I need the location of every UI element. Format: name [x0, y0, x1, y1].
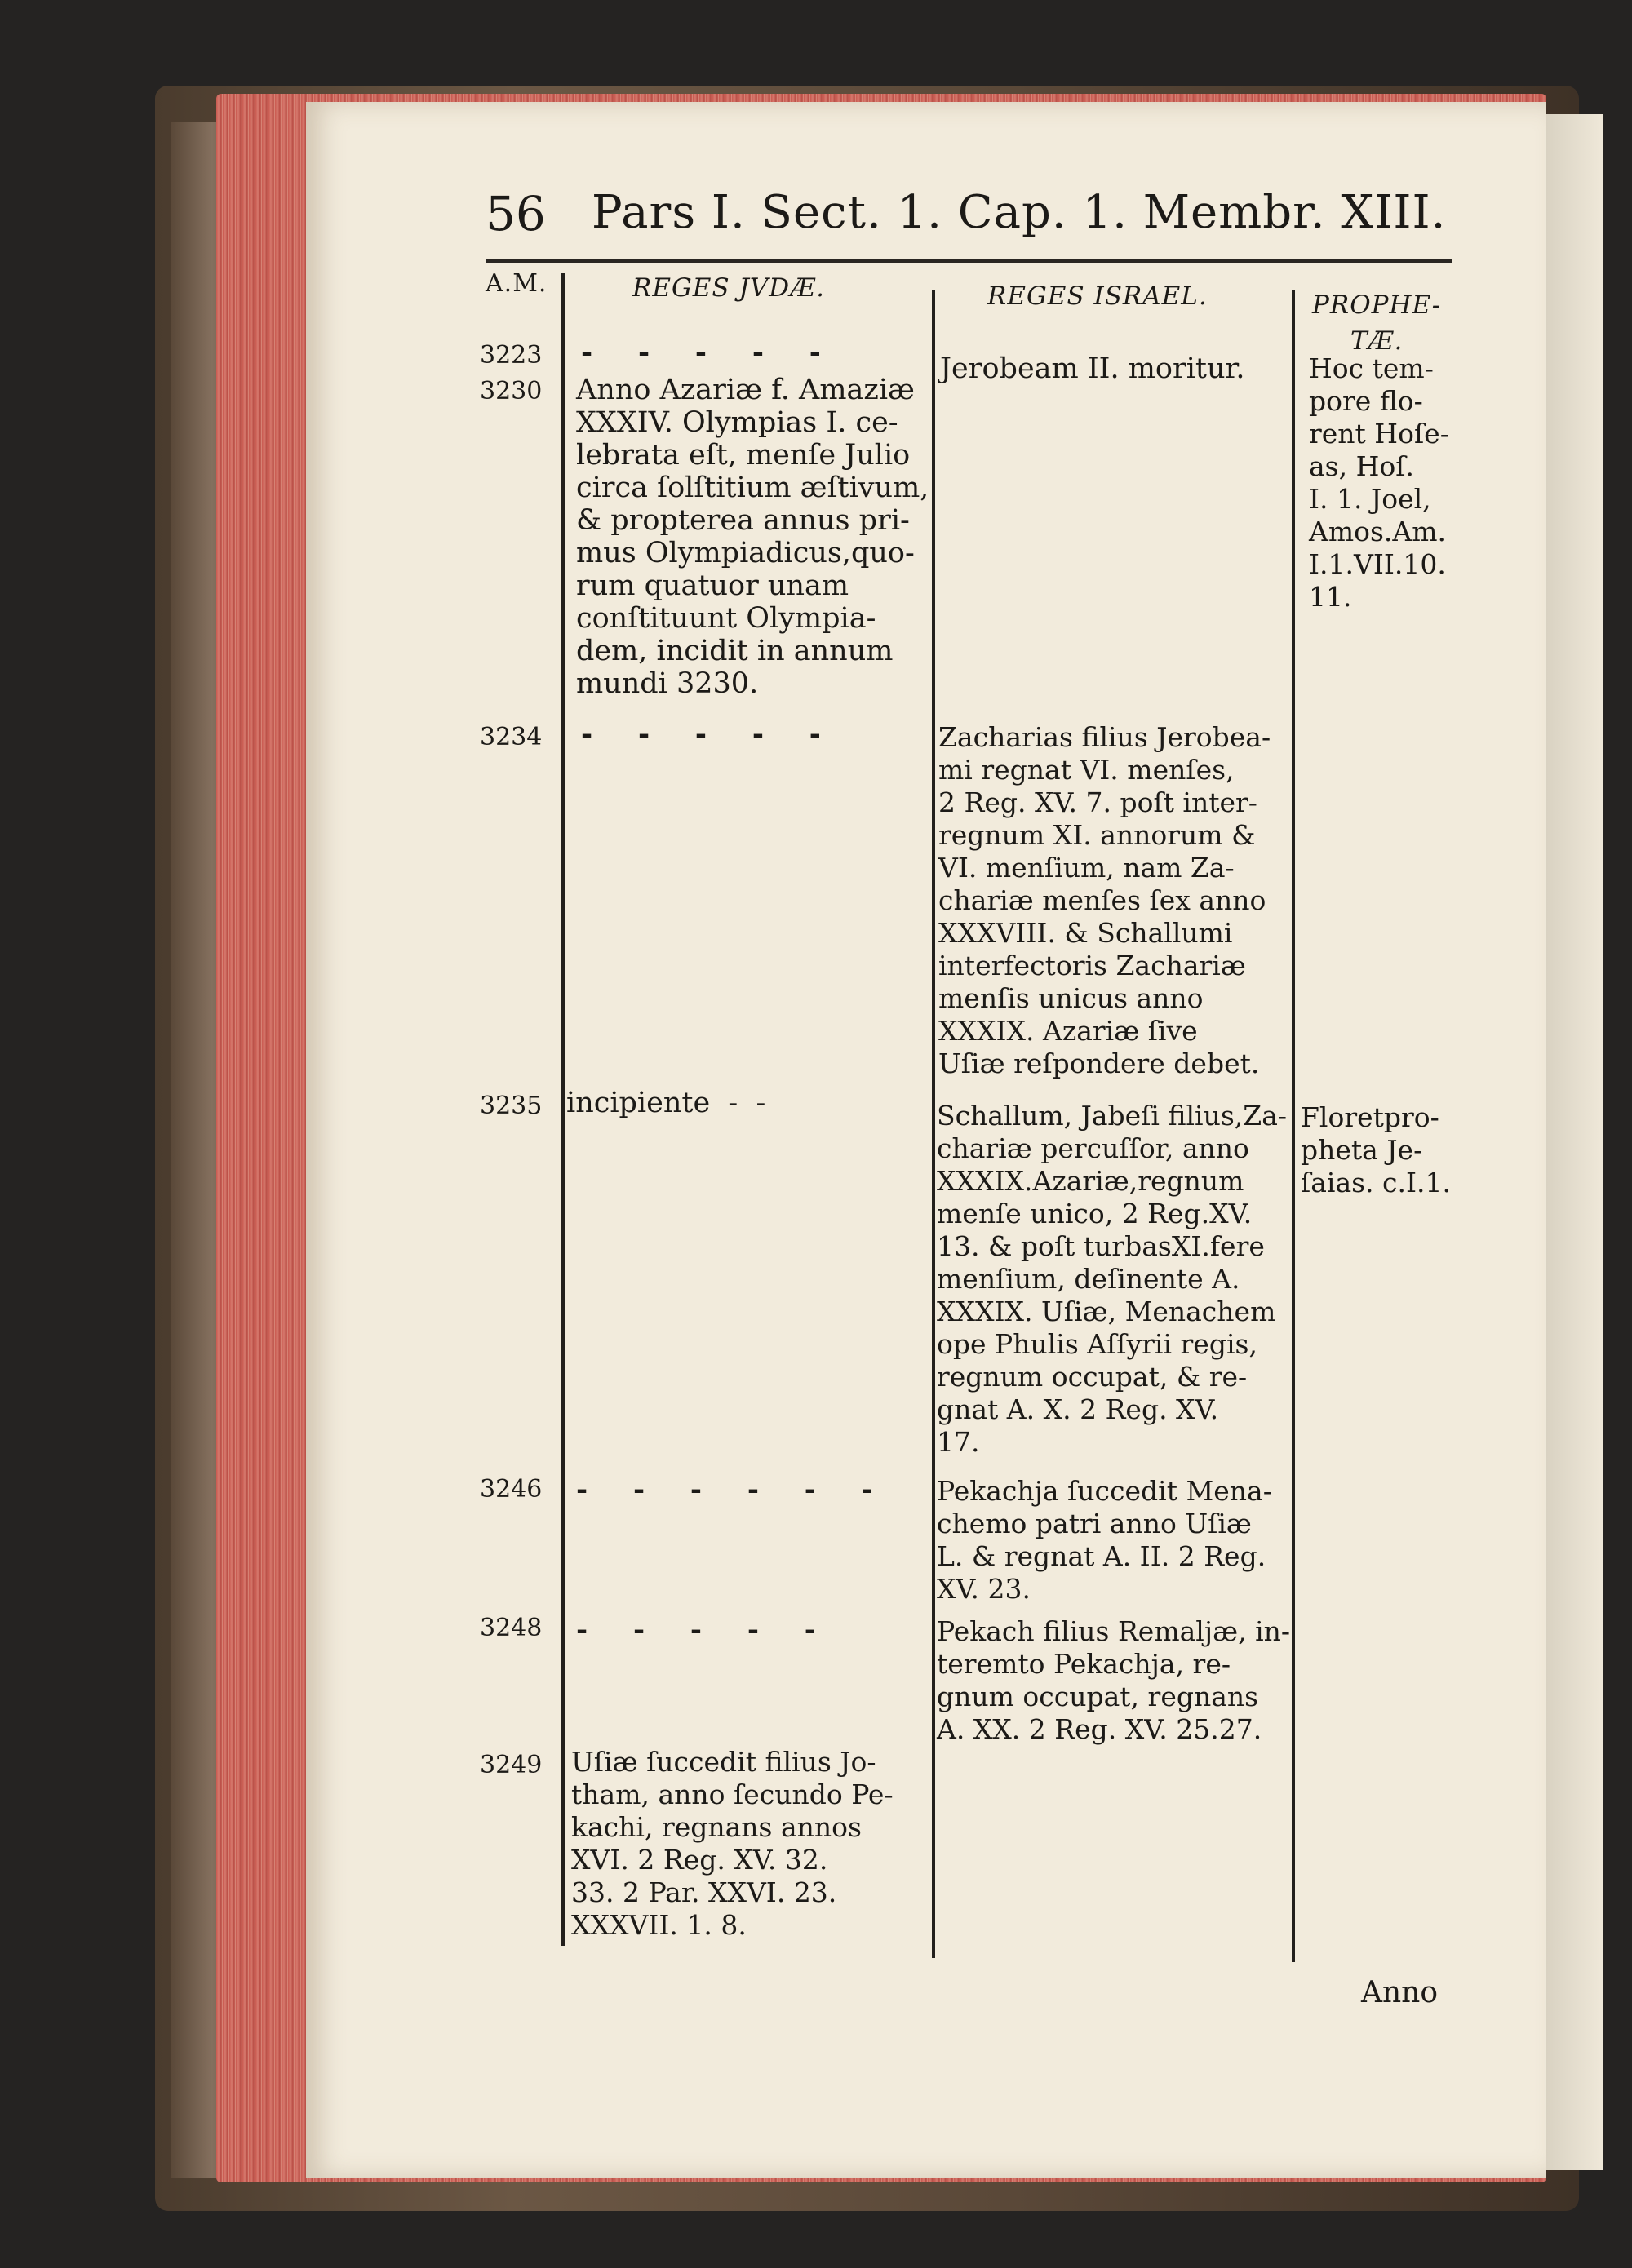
judae-cell: Uſiæ ſuccedit filius Jo- tham, anno ſecundo Pe- kachi, regnans annos XVI. 2 Reg. XV. 32. 33. 2 Par. XXVI. 23. XXXVII. 1. 8.	[571, 1746, 894, 1941]
column-header-prophetae: PROPHE- TÆ.	[1312, 290, 1442, 356]
israel-cell: Jerobeam II. moritur.	[940, 352, 1245, 385]
running-title: Pars I. Sect. 1. Cap. 1. Membr. XIII.	[592, 186, 1447, 239]
catchword: Anno	[1361, 1976, 1439, 2009]
column-header-reges-judae: REGES JVDÆ.	[632, 273, 826, 303]
israel-cell: Pekachja ſuccedit Mena- chemo patri anno Uſiæ L. & regnat A. II. 2 Reg. XV. 23.	[937, 1475, 1272, 1605]
column-header-anno-mundi: A.M.	[486, 269, 548, 298]
judae-cell: - - - - -	[576, 1614, 834, 1646]
israel-cell: Zacharias filius Jerobea- mi regnat VI. menſes, 2 Reg. XV. 7. poſt inter- regnum XI. annorum & VI. menſium, nam Za- chariæ menſes ſex anno XXXVIII. & Schallumi interfectoris Zachariæ menſis unicus anno XXXIX. Azariæ ſive Uſiæ reſpondere debet.	[938, 721, 1271, 1079]
judae-cell: - - - - -	[581, 336, 839, 369]
judae-cell: - - - - -	[581, 718, 839, 751]
facing-page-edge	[1546, 114, 1603, 2170]
judae-cell: incipiente - -	[566, 1087, 766, 1119]
year-cell: 3223	[480, 341, 543, 370]
page-number: 56	[486, 186, 546, 241]
year-cell: 3248	[480, 1614, 543, 1642]
year-cell: 3249	[480, 1751, 543, 1779]
column-rule	[561, 273, 565, 1946]
header-rule	[486, 259, 1452, 263]
judae-cell: - - - - - -	[576, 1473, 891, 1506]
column-rule	[932, 290, 935, 1958]
israel-cell: Schallum, Jabeſi filius,Za- chariæ percuſſor, anno XXXIX.Azariæ,regnum menſe unico, 2 Reg.XV. 13. & poſt turbasXI.fere menſium, deſinente A. XXXIX. Uſiæ, Menachem ope Phulis Aſſyrii regis, regnum occupat, & re- gnat A. X. 2 Reg. XV. 17.	[937, 1100, 1288, 1458]
year-cell: 3246	[480, 1475, 543, 1504]
year-cell: 3234	[480, 723, 543, 751]
prophetae-cell: Hoc tem- pore flo- rent Hoſe- as, Hoſ. I. 1. Joel, Amos.Am. I.1.VII.10. 11.	[1309, 352, 1449, 613]
column-header-reges-israel: REGES ISRAEL.	[987, 281, 1208, 311]
year-cell: 3235	[480, 1092, 543, 1120]
year-cell: 3230	[480, 377, 543, 405]
prophetae-cell: Floretpro- pheta Je- ſaias. c.I.1.	[1301, 1101, 1452, 1198]
israel-cell: Pekach filius Remaljæ, in- teremto Pekachja, re- gnum occupat, regnans A. XX. 2 Reg. XV. 25.27.	[937, 1615, 1291, 1745]
judae-cell: Anno Azariæ f. Amaziæ XXXIV. Olympias I. ce- lebrata eſt, menſe Julio circa ſolſtitium æſtivum, & propterea annus pri- mus Olympiadicus,quo- rum quatuor unam conſtituunt Olympia- dem, incidit in annum mundi 3230.	[576, 374, 929, 700]
column-rule	[1292, 290, 1295, 1962]
